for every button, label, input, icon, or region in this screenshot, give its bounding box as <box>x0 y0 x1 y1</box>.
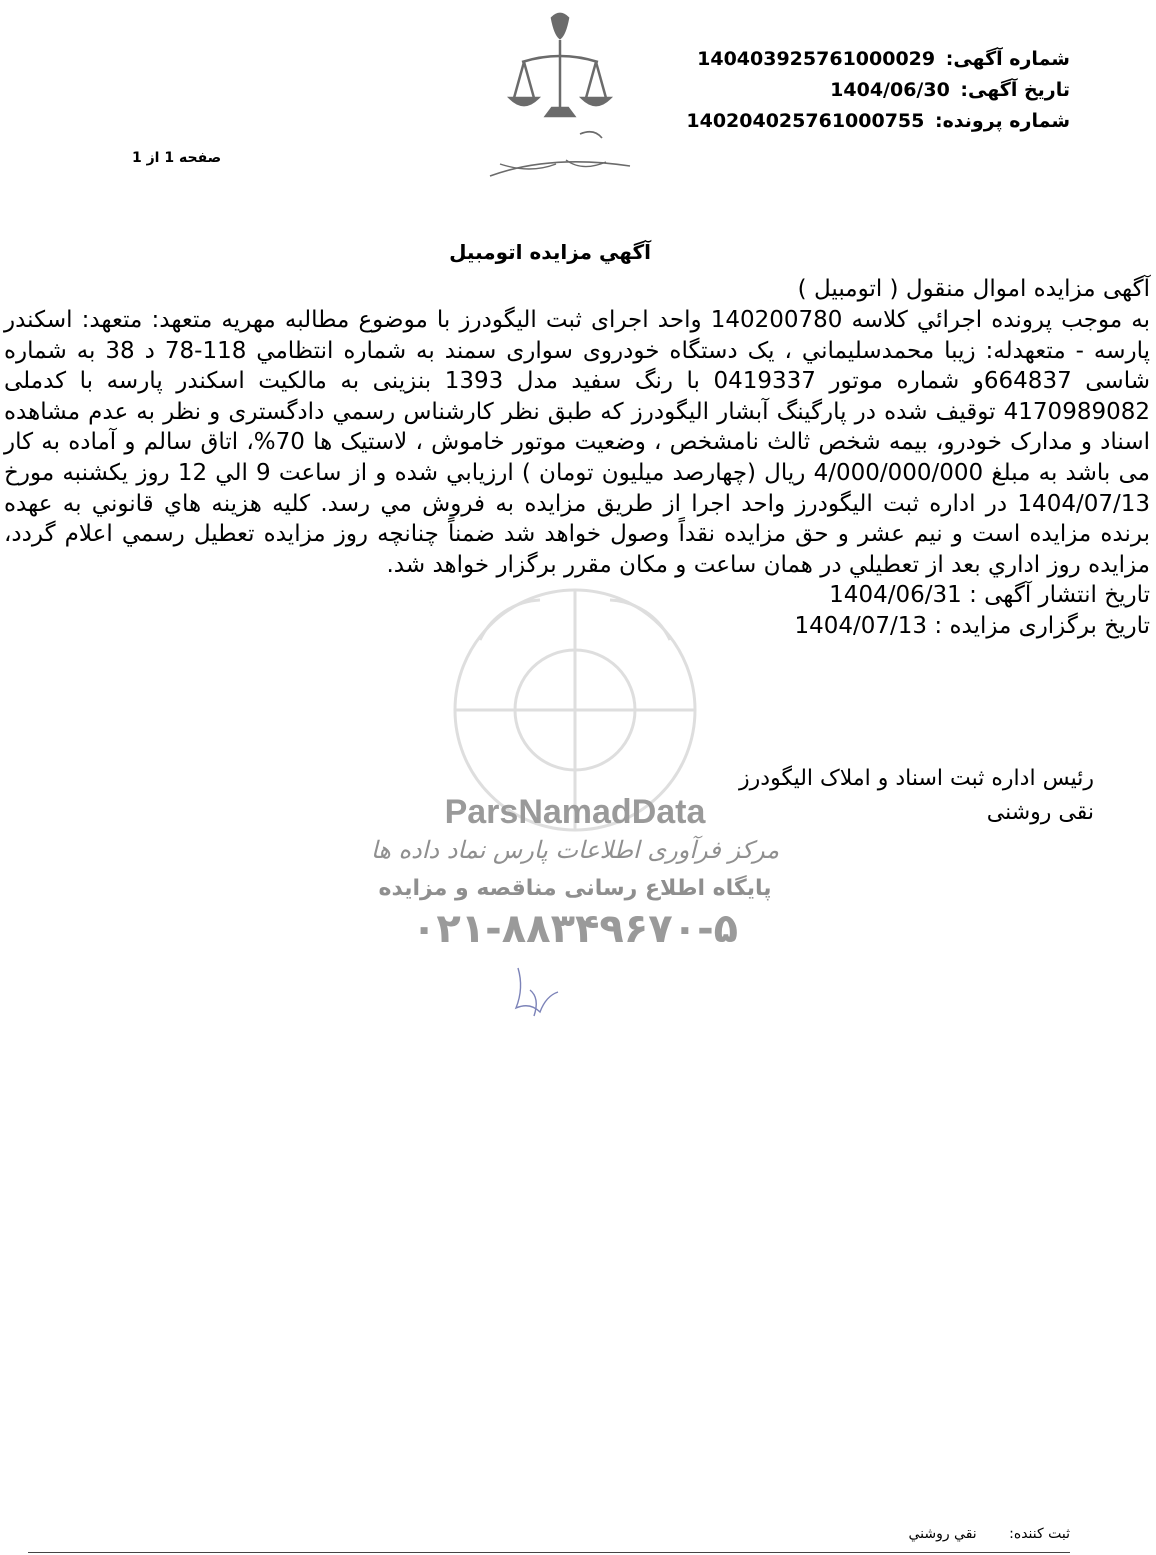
notice-subtitle: آگهی مزایده اموال منقول ( اتومبیل ) <box>797 276 1150 302</box>
judiciary-emblem-icon <box>470 4 660 194</box>
signature-title: رئیس اداره ثبت اسناد و املاک الیگودرز <box>739 766 1094 791</box>
watermark-line2: پایگاه اطلاع رسانی مناقصه و مزایده <box>378 876 772 901</box>
case-number-line <box>650 106 1070 137</box>
page-indicator: صفحه 1 از 1 <box>132 150 222 166</box>
case-number: 140204025761000755 <box>686 110 925 132</box>
ad-number-line <box>650 44 1070 75</box>
signature-block <box>494 762 1094 830</box>
watermark-line1: مرکز فرآوری اطلاعات پارس نماد داده ها <box>370 836 780 864</box>
notice-title: آگهي مزايده اتومبيل <box>449 240 651 264</box>
ad-date-label: تاریخ آگهی: <box>960 79 1070 101</box>
watermark-brand: ParsNamadData <box>444 793 706 831</box>
registrar-line <box>908 1526 1070 1542</box>
publish-date-label: تاریخ انتشار آگهی : <box>969 582 1150 609</box>
ad-number: 140403925761000029 <box>697 48 936 70</box>
footer-divider <box>28 1552 1070 1553</box>
publish-date-line <box>4 580 1150 611</box>
auction-date-label: تاریخ برگزاری مزایده : <box>934 613 1150 640</box>
registrar-label: ثبت كننده: <box>1009 1526 1070 1542</box>
notice-paragraph: به موجب پرونده اجرائي كلاسه 140200780 واحد اجرای ثبت الیگودرز با موضوع مطالبه مهریه متعهد: متعهد: اسکندر پارسه - متعهدله: زيبا محمدسليماني ، یک دستگاه خودروی سواری سمند به شماره انتظامي 118-78 د 38 به شماره شاسی 664837و شماره موتور 0419337 با رنگ سفید مدل 1393 بنزینی به مالکیت اسکندر پارسه با کدملی 4170989082 توقیف شده در پارگینگ آبشار الیگودرز که طبق نظر کارشناس رسمي دادگستری و نظر به عدم مشاهده اسناد و مدارک خودرو، بیمه شخص ثالث نامشخص ، وضعیت موتور خاموش ، لاستیک ها 70%، اتاق سالم و آماده به کار می باشد به مبلغ 4/000/000/000 ریال (چهارصد میلیون تومان ) ارزيابي شده و از ساعت 9 الي 12 روز یکشنبه مورخ 1404/07/13 در اداره ثبت اليگودرز واحد اجرا از طريق مزايده به فروش مي رسد. كليه هزينه هاي قانوني به عهده برنده مزايده است و نيم عشر و حق مزايده نقداً وصول خواهد شد ضمناً چنانچه روز مزايده تعطيل رسمي اعلام گردد، مزايده روز اداري بعد از تعطيلي در همان ساعت و مكان مقرر برگزار خواهد شد. <box>4 307 1151 578</box>
signature-name: نقی روشنی <box>986 800 1094 825</box>
ad-date: 1404/06/30 <box>830 79 950 101</box>
auction-date-line <box>4 611 1150 642</box>
notice-body <box>4 274 1150 642</box>
case-number-label: شماره پرونده: <box>934 110 1070 132</box>
ad-meta-block <box>650 44 1070 137</box>
registrar-name: نقي روشني <box>908 1526 977 1542</box>
handwritten-mark-icon <box>500 960 570 1030</box>
ad-number-label: شماره آگهی: <box>945 48 1070 70</box>
watermark-phone: ۰۲۱-۸۸۳۴۹۶۷۰-۵ <box>411 906 739 952</box>
publish-date: 1404/06/31 <box>829 582 962 609</box>
ad-date-line <box>650 75 1070 106</box>
auction-date: 1404/07/13 <box>794 613 928 640</box>
